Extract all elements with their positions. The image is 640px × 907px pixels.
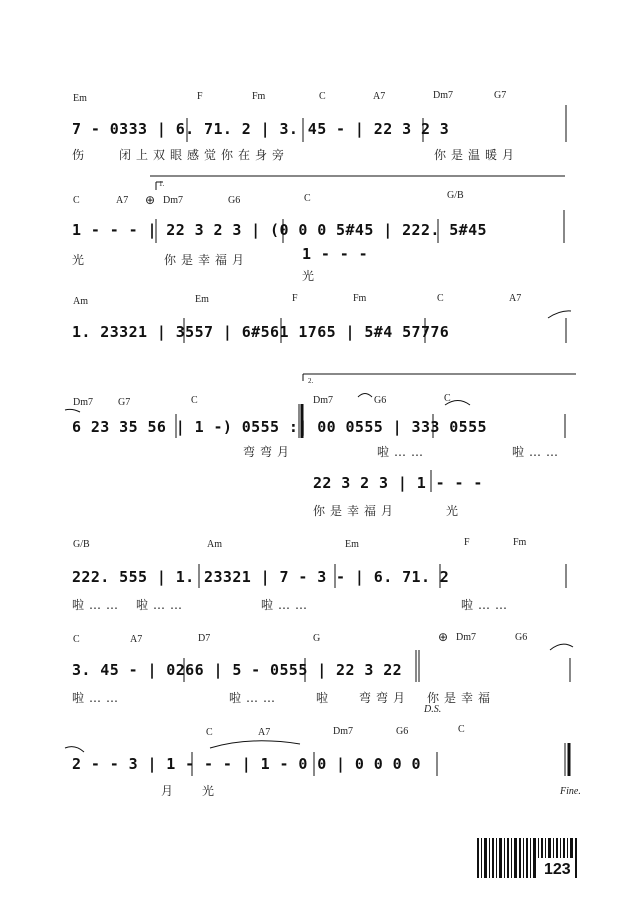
lyric: 啦…… <box>136 598 188 612</box>
chord: Dm7 <box>313 395 333 406</box>
lyric: 啦…… <box>512 445 564 459</box>
lyric: 月 <box>161 784 179 798</box>
volta-label: 2. <box>308 377 314 385</box>
coda-icon: ⊕ <box>145 193 156 207</box>
notation-row: 222. 555 | 1. 23321 | 7 - 3 - | 6. 71. 2 <box>72 568 450 586</box>
chord: D7 <box>198 633 211 644</box>
chord: C <box>437 293 444 304</box>
chord: Fm <box>252 91 266 102</box>
chord: Am <box>73 296 88 307</box>
lyric: 啦…… <box>461 598 513 612</box>
chord: A7 <box>509 293 522 304</box>
chord: F <box>292 293 298 304</box>
chord: F <box>197 91 203 102</box>
chord: A7 <box>373 91 386 102</box>
lyric: 啦…… <box>72 691 124 705</box>
chord: Dm7 <box>433 90 453 101</box>
lyric: 弯弯月 <box>243 445 295 459</box>
chord: G/B <box>73 539 90 550</box>
notation-row-alt: 22 3 2 3 | 1 - - - <box>313 474 483 492</box>
page-number: 123 <box>544 861 571 878</box>
chord: A7 <box>258 727 271 738</box>
chord: C <box>206 727 213 738</box>
chord: G <box>313 633 321 644</box>
lyric: 你是温暖月 <box>434 148 520 162</box>
chord: Fm <box>513 537 527 548</box>
chord: G/B <box>447 190 464 201</box>
chord: A7 <box>130 634 143 645</box>
chord: G7 <box>494 90 507 101</box>
lyric: 啦…… <box>72 598 124 612</box>
lyric: 啦…… <box>261 598 313 612</box>
notation-row: 1 - - - | 22 3 2 3 | (0 0 0 5#45 | 222. 5#45 <box>72 221 487 239</box>
lyric: 闭上双眼感觉你在身旁 <box>119 148 290 162</box>
lyric: 光 <box>302 269 320 283</box>
notation-row: 1. 23321 | 3557 | 6#561 1765 | 5#4 57776 <box>72 323 450 341</box>
chord: G6 <box>515 632 528 643</box>
chord: Em <box>73 93 87 104</box>
chord: G6 <box>396 726 409 737</box>
chord: C <box>319 91 326 102</box>
chord: Dm7 <box>333 726 353 737</box>
chord: C <box>73 195 80 206</box>
notation-row: 6 23 35 56 | 1 -) 0555 :| 00 0555 | 333 0555 <box>72 418 487 436</box>
chord: C <box>73 634 80 645</box>
chord: C <box>191 395 198 406</box>
chord: Dm7 <box>163 195 183 206</box>
chord: Em <box>195 294 209 305</box>
lyric: 弯弯月 <box>359 691 411 705</box>
chord: Dm7 <box>456 632 476 643</box>
lyric: 伤 <box>72 148 90 162</box>
volta-label: 1. <box>159 180 165 188</box>
lyric: 光 <box>72 253 90 267</box>
chord: F <box>464 537 470 548</box>
notation-row: 7 - 0333 | 6. 71. 2 | 3. 45 - | 22 3 2 3 <box>72 120 450 138</box>
notation-row: 3. 45 - | 0266 | 5 - 0555 | 22 3 22 <box>72 661 403 679</box>
chord: Em <box>345 539 359 550</box>
coda-icon: ⊕ <box>438 630 449 644</box>
fine-mark: Fine. <box>560 786 581 797</box>
lyric: 啦…… <box>377 445 429 459</box>
chord: Am <box>207 539 222 550</box>
lyric: 你是幸福月 <box>313 504 399 518</box>
lyric: 啦 <box>316 691 334 705</box>
notation-row: 2 - - 3 | 1 - - - | 1 - 0 0 | 0 0 0 0 <box>72 755 421 773</box>
chord: A7 <box>116 195 129 206</box>
chord: G7 <box>118 397 131 408</box>
lyric: 光 <box>202 784 220 798</box>
chord: C <box>444 393 451 404</box>
lyric: 啦…… <box>229 691 281 705</box>
ds-mark: D.S. <box>424 704 442 715</box>
chord: C <box>304 193 311 204</box>
notation-row-alt: 1 - - - <box>302 245 369 263</box>
chord: Fm <box>353 293 367 304</box>
chord: G6 <box>228 195 241 206</box>
chord: Dm7 <box>73 397 93 408</box>
lyric: 你是幸福月 <box>164 253 250 267</box>
lyric: 你是幸福 <box>427 691 496 705</box>
chord: G6 <box>374 395 387 406</box>
lyric: 光 <box>446 504 464 518</box>
chord: C <box>458 724 465 735</box>
